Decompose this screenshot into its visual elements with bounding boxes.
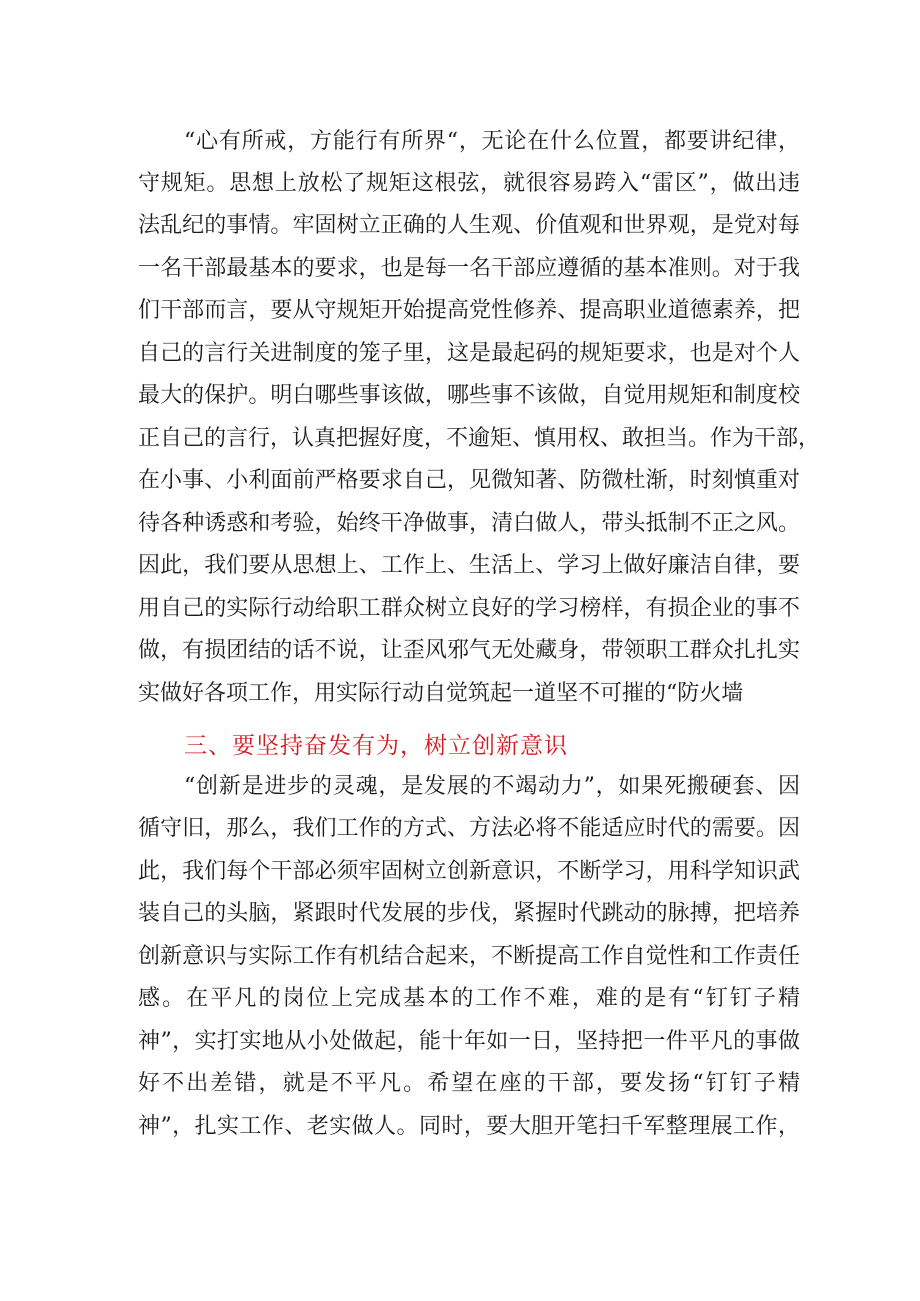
paragraph1-line: 因此，我们要从思想上、工作上、生活上、学习上做好廉洁自律，要 xyxy=(138,553,800,578)
paragraph1-line: 正自己的言行，认真把握好度，不逾矩、慎用权、敢担当。作为干部， xyxy=(138,426,821,451)
paragraph2-line: 好不出差错，就是不平凡。希望在座的干部，要发扬“钉钉子精 xyxy=(138,1071,800,1096)
paragraph2-line: 装自己的头脑，紧跟时代发展的步伐，紧握时代跳动的脉搏，把培养 xyxy=(138,901,800,926)
paragraph1-line: 法乱纪的事情。牢固树立正确的人生观、价值观和世界观，是党对每 xyxy=(138,213,800,238)
paragraph2-line: 循守旧，那么，我们工作的方式、方法必将不能适应时代的需要。因 xyxy=(138,816,800,841)
paragraph1-line: 用自己的实际行动给职工群众树立良好的学习榜样，有损企业的事不 xyxy=(138,596,800,621)
paragraph2-line: 创新意识与实际工作有机结合起来，不断提高工作自觉性和工作责任 xyxy=(138,944,800,969)
paragraph1-line: 最大的保护。明白哪些事该做，哪些事不该做，自觉用规矩和制度校 xyxy=(138,383,800,408)
paragraph2-line: 感。在平凡的岗位上完成基本的工作不难，难的是有“钉钉子精 xyxy=(138,986,800,1011)
paragraph1-line: 待各种诱惑和考验，始终干净做事，清白做人，带头抵制不正之风。 xyxy=(138,511,800,536)
paragraph1-line: 一名干部最基本的要求，也是每一名干部应遵循的基本准则。对于我 xyxy=(138,256,800,281)
paragraph2-line: “创新是进步的灵魂，是发展的不竭动力”，如果死搬硬套、因 xyxy=(184,774,800,799)
paragraph2-line: 此，我们每个干部必须牢固树立创新意识，不断学习，用科学知识武 xyxy=(138,859,800,884)
paragraph1-line: 守规矩。思想上放松了规矩这根弦，就很容易跨入“雷区”，做出违 xyxy=(138,171,800,196)
paragraph1-line: 自己的言行关进制度的笼子里，这是最起码的规矩要求，也是对个人 xyxy=(138,341,800,366)
paragraph1-line: 做，有损团结的话不说，让歪风邪气无处藏身，带领职工群众扎扎实 xyxy=(138,638,800,663)
paragraph2-line: 神”，实打实地从小处做起，能十年如一日，坚持把一件平凡的事做 xyxy=(138,1029,800,1054)
paragraph1-line: 们干部而言，要从守规矩开始提高党性修养、提高职业道德素养，把 xyxy=(138,298,800,323)
paragraph2-line: 神”，扎实工作、老实做人。同时，要大胆开笔扫千军整理展工作， xyxy=(138,1114,800,1139)
paragraph1-line: 在小事、小利面前严格要求自己，见微知著、防微杜渐，时刻慎重对 xyxy=(138,468,800,493)
section-heading: 三、要坚持奋发有为，树立创新意识 xyxy=(184,733,568,759)
paragraph1-line: “心有所戒，方能行有所界“，无论在什么位置，都要讲纪律， xyxy=(184,129,800,154)
paragraph1-line: 实做好各项工作，用实际行动自觉筑起一道坚不可摧的“防火墙 xyxy=(138,681,744,706)
